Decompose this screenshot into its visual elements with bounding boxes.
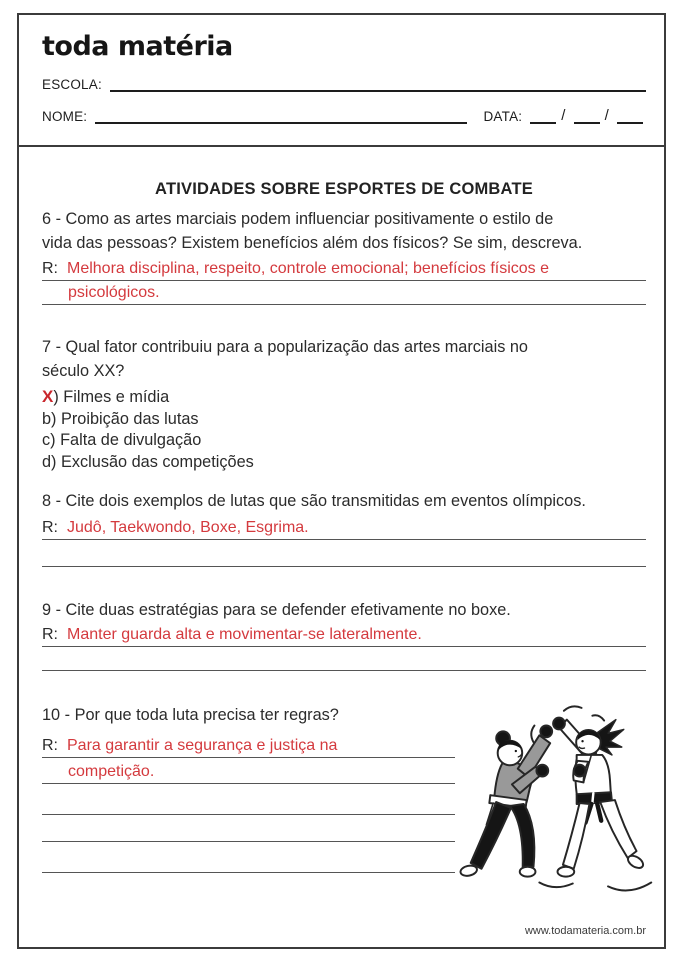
answer-line-blank bbox=[42, 842, 455, 873]
date-label: DATA: bbox=[483, 109, 523, 124]
school-writein-line bbox=[110, 78, 646, 92]
answer-line bbox=[42, 517, 646, 540]
date-separator: / bbox=[561, 107, 566, 124]
name-label: NOME: bbox=[42, 109, 88, 124]
question-7-text: 7 - Qual fator contribuiu para a popularização das artes marciais no século XX? bbox=[42, 338, 528, 380]
answer-label: R: bbox=[42, 518, 58, 536]
answer-text: Manter guarda alta e movimentar-se lateralmente. bbox=[67, 626, 422, 644]
answer-label: R: bbox=[42, 736, 58, 754]
question-6 bbox=[42, 208, 646, 305]
question-6-text: 6 - Como as artes marciais podem influenciar positivamente o estilo de vida das pessoas? Existem benefícios além dos físicos? Se sim, descreva. bbox=[42, 210, 583, 252]
answer-line bbox=[42, 257, 646, 281]
school-row bbox=[42, 77, 646, 92]
date-day-line bbox=[530, 110, 556, 124]
answer-text: Para garantir a segurança e justiça na bbox=[67, 736, 338, 754]
question-9 bbox=[42, 599, 646, 672]
question-8-text: 8 - Cite dois exemplos de lutas que são transmitidas em eventos olímpicos. bbox=[42, 492, 586, 511]
option-d: d) Exclusão das competições bbox=[42, 452, 254, 471]
answer-line bbox=[42, 281, 646, 305]
answer-line-blank bbox=[42, 815, 455, 842]
answer-label: R: bbox=[42, 260, 58, 277]
answer-line bbox=[42, 625, 646, 647]
question-10-text: 10 - Por que toda luta precisa ter regras? bbox=[42, 706, 339, 725]
answer-line-blank bbox=[42, 540, 646, 567]
brand-logo: toda matéria bbox=[42, 31, 233, 62]
answer-label: R: bbox=[42, 626, 58, 644]
answer-text: Judô, Taekwondo, Boxe, Esgrima. bbox=[67, 518, 309, 536]
header bbox=[19, 15, 664, 145]
worksheet-body bbox=[19, 145, 664, 945]
question-8 bbox=[42, 490, 646, 567]
question-9-text: 9 - Cite duas estratégias para se defender efetivamente no boxe. bbox=[42, 600, 511, 619]
option-c: c) Falta de divulgação bbox=[42, 431, 202, 450]
option-a-marked: X) Filmes e mídia bbox=[42, 387, 170, 406]
option-b: b) Proibição das lutas bbox=[42, 409, 199, 428]
question-7-options bbox=[42, 386, 646, 473]
worksheet-title: ATIVIDADES SOBRE ESPORTES DE COMBATE bbox=[155, 180, 533, 198]
red-x-mark: X bbox=[42, 387, 54, 406]
answer-line-blank bbox=[42, 647, 646, 671]
date-year-line bbox=[617, 110, 643, 124]
answer-line-blank bbox=[42, 784, 455, 815]
date-separator: / bbox=[604, 107, 609, 124]
date-month-line bbox=[574, 110, 600, 124]
school-label: ESCOLA: bbox=[42, 77, 102, 92]
name-writein-line bbox=[95, 110, 467, 124]
judo-fighters-illustration bbox=[455, 700, 663, 908]
question-7 bbox=[42, 336, 646, 473]
answer-line bbox=[42, 758, 455, 784]
answer-text: competição. bbox=[68, 762, 155, 780]
answer-line bbox=[42, 732, 455, 758]
answer-text: psicológicos. bbox=[68, 284, 160, 301]
worksheet-page bbox=[17, 13, 666, 949]
footer-url: www.todamateria.com.br bbox=[524, 925, 646, 937]
name-date-row bbox=[42, 107, 646, 124]
answer-text: Melhora disciplina, respeito, controle emocional; benefícios físicos e bbox=[67, 260, 550, 277]
